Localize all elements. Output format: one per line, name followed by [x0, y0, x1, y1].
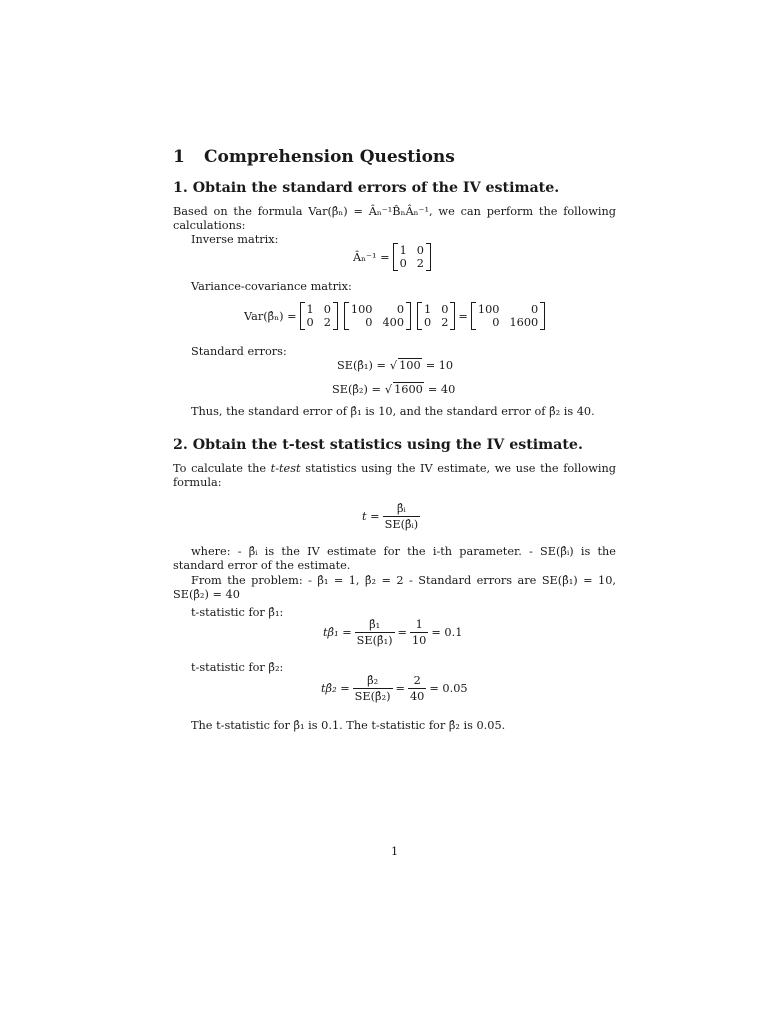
matrix-cell: 0 — [306, 316, 314, 329]
matrix-cell: 0 — [441, 303, 449, 316]
right-bracket — [406, 302, 411, 330]
formula-lhs: t = — [362, 510, 380, 523]
right-bracket — [333, 302, 338, 330]
matrix-cell: 0 — [531, 303, 539, 316]
matrix-cell: 0 — [396, 303, 405, 316]
matrix-cell: 1 — [399, 244, 407, 257]
q2-intro-emphasis: t-test — [270, 462, 301, 475]
problem-text: From the problem: - β̂₁ = 1, β̂₂ = 2 - Standard errors are SE(β̂₁) = 10, SE(β̂₂) = 40 — [173, 574, 616, 601]
formula-numerator: β̂ᵢ — [397, 502, 406, 515]
matrix-cell: 2 — [323, 316, 331, 329]
page-number: 1 — [391, 845, 399, 858]
right-bracket — [540, 302, 545, 330]
matrix-cells — [349, 302, 406, 330]
t2-value-numerator: 2 — [413, 674, 421, 687]
matrix-cell: 1600 — [509, 316, 539, 329]
t2-fraction — [353, 674, 393, 703]
sqrt-sign: √ — [389, 358, 398, 372]
varcov-label: Variance-covariance matrix: — [191, 280, 352, 293]
matrix-cell: 100 — [477, 303, 500, 316]
matrix-cell: 0 — [416, 244, 424, 257]
section-number: 1 — [173, 147, 185, 167]
matrix-cell: 0 — [399, 257, 407, 270]
matrix-cells — [398, 243, 426, 271]
where-text: where: - β̂ᵢ is the IV estimate for the i-th parameter. - SE(β̂ᵢ) is the standard error of the estimate. — [173, 545, 616, 572]
equals-sign: = — [458, 309, 468, 323]
varcov-equation — [244, 302, 548, 330]
q1-conclusion: Thus, the standard error of β̂₁ is 10, and the standard error of β̂₂ is 40. — [191, 405, 595, 418]
matrix-cell: 0 — [365, 316, 373, 329]
se2-radicand: 1600 — [394, 383, 423, 396]
formula-fraction — [383, 502, 421, 531]
q2-intro-a: To calculate the — [173, 462, 271, 475]
matrix — [300, 302, 338, 330]
q1-heading: 1. Obtain the standard errors of the IV estimate. — [173, 180, 560, 196]
matrix-cell: 1 — [306, 303, 314, 316]
matrix-cells — [305, 302, 333, 330]
matrix-cell: 2 — [416, 257, 424, 270]
inverse-matrix-equation — [353, 243, 434, 271]
equals-sign: = — [395, 682, 405, 695]
t2-value-denominator: 40 — [410, 690, 425, 703]
q2-intro — [173, 462, 616, 490]
se1-rhs: = 10 — [425, 358, 454, 372]
se1-equation — [337, 358, 453, 372]
matrix-cell: 400 — [382, 316, 405, 329]
t2-equation — [321, 674, 468, 703]
t1-value-denominator: 10 — [412, 634, 427, 647]
matrix-cell: 0 — [424, 316, 432, 329]
t1-lhs: tβ̂₁ = — [323, 626, 352, 639]
matrix-cell: 0 — [323, 303, 331, 316]
q1-intro: Based on the formula Var(β̂ₙ) = Âₙ⁻¹B̂ₙÂₙ⁻¹, we can perform the following calculations: — [173, 205, 616, 232]
matrix-cells — [476, 302, 540, 330]
q2-conclusion: The t-statistic for β̂₁ is 0.1. The t-statistic for β̂₂ is 0.05. — [191, 719, 506, 732]
t2-value-fraction — [408, 674, 426, 703]
matrix-cell: 2 — [441, 316, 449, 329]
t1-value-fraction — [410, 618, 428, 647]
inverse-matrix-label: Inverse matrix: — [191, 233, 279, 246]
formula-denominator: SE(β̂ᵢ) — [384, 518, 419, 531]
matrix-cell: 1 — [424, 303, 432, 316]
standard-errors-label: Standard errors: — [191, 345, 287, 358]
t2-result: = 0.05 — [429, 682, 468, 695]
matrix-cell: 100 — [350, 303, 373, 316]
matrix-cell: 0 — [492, 316, 500, 329]
t1-denominator: SE(β̂₁) — [356, 634, 393, 647]
t1-value-numerator: 1 — [415, 618, 423, 631]
q2-heading: 2. Obtain the t-test statistics using the IV estimate. — [173, 437, 583, 453]
section-title: Comprehension Questions — [204, 147, 455, 167]
q2-intro-b: statistics using the IV estimate, we use the following formula: — [173, 462, 616, 489]
t1-equation — [323, 618, 462, 647]
matrix — [471, 302, 545, 330]
t1-label: t-statistic for β̂₁: — [191, 606, 284, 619]
matrix — [344, 302, 411, 330]
se1-radicand: 100 — [399, 359, 421, 372]
t2-denominator: SE(β̂₂) — [354, 690, 391, 703]
varcov-lhs: Var(β̂ₙ) = — [244, 309, 297, 323]
se2-equation — [332, 382, 455, 396]
matrix-cells — [422, 302, 450, 330]
t2-label: t-statistic for β̂₂: — [191, 661, 284, 674]
right-bracket — [426, 243, 431, 271]
equals-sign: = — [397, 626, 407, 639]
matrix — [417, 302, 455, 330]
right-bracket — [450, 302, 455, 330]
t1-result: = 0.1 — [431, 626, 463, 639]
section-heading — [173, 147, 455, 167]
t-formula — [362, 502, 423, 531]
sqrt-sign: √ — [384, 382, 393, 396]
t2-lhs: tβ̂₂ = — [321, 682, 350, 695]
se2-lhs: SE(β̂₂) = — [332, 382, 381, 396]
matrix — [393, 243, 431, 271]
se1-lhs: SE(β̂₁) = — [337, 358, 386, 372]
t2-numerator: β̂₂ — [367, 674, 379, 687]
inverse-lhs: Âₙ⁻¹ = — [353, 250, 390, 264]
se2-rhs: = 40 — [427, 382, 456, 396]
t1-fraction — [355, 618, 395, 647]
t1-numerator: β̂₁ — [369, 618, 381, 631]
